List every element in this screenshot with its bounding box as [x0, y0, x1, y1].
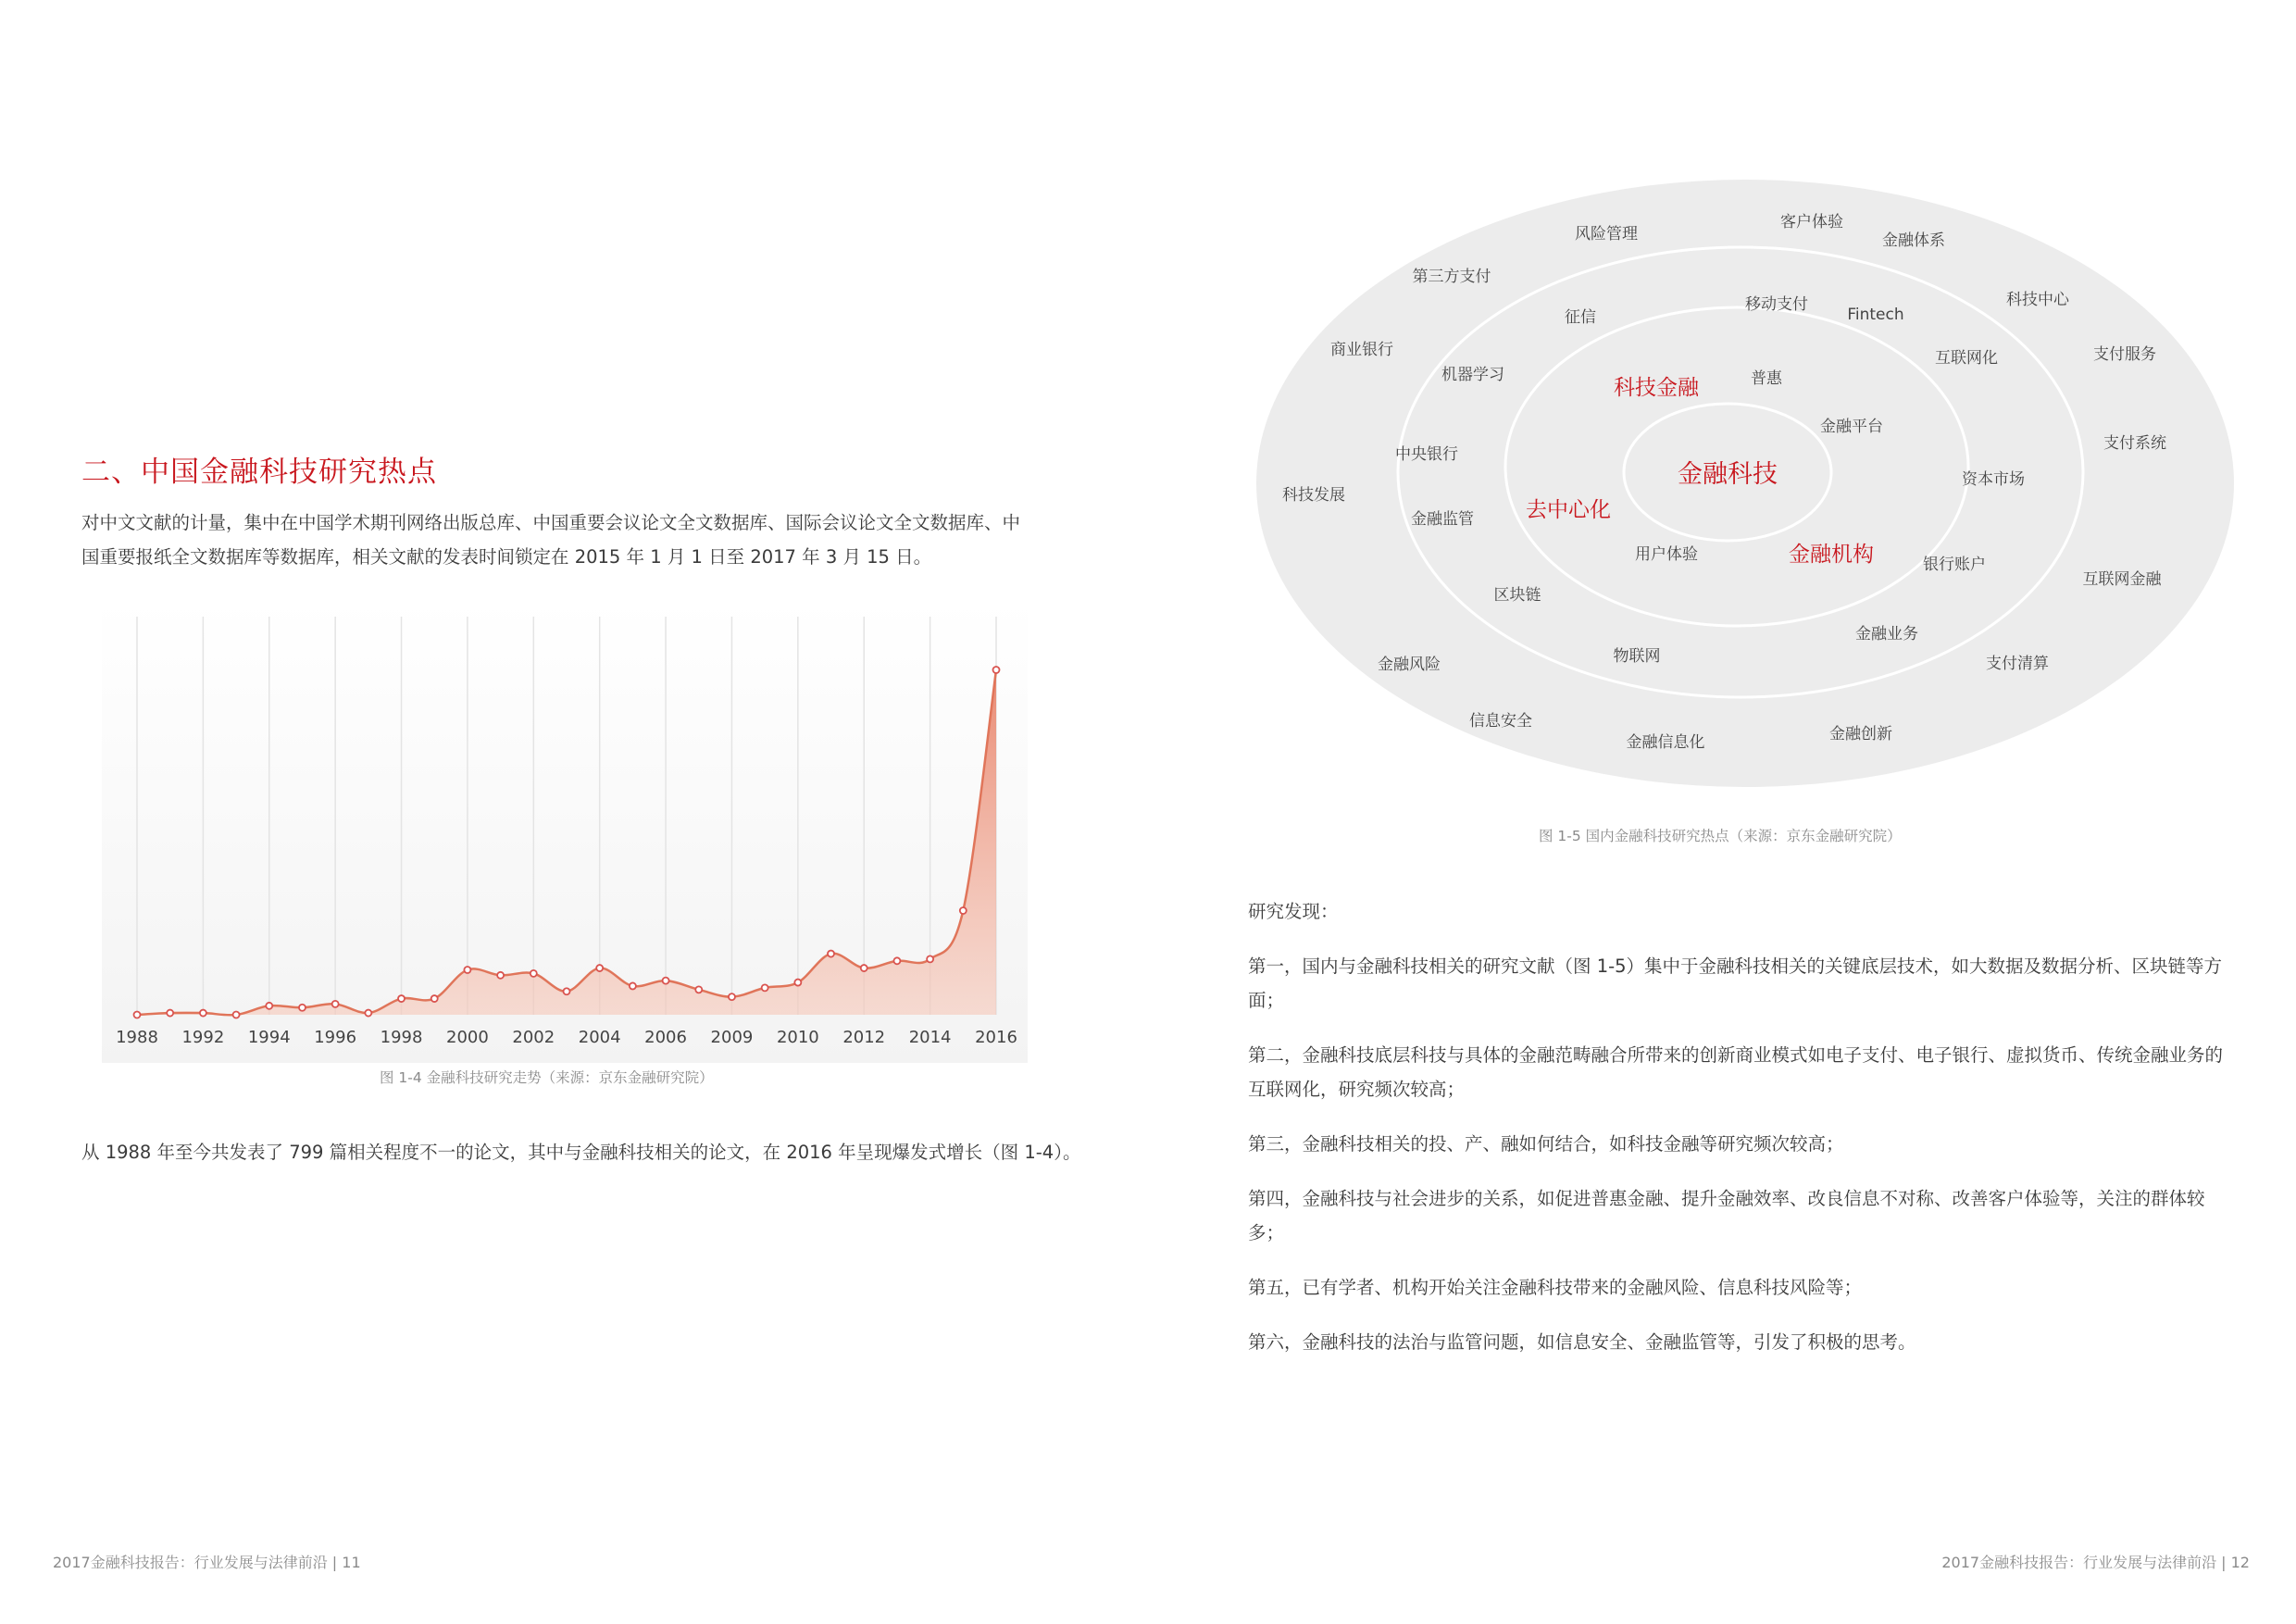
- x-tick-label: 2002: [512, 1028, 555, 1047]
- keyword: 金融创新: [1829, 725, 1892, 743]
- data-point: [630, 982, 636, 989]
- data-point: [299, 1005, 306, 1011]
- data-point: [464, 967, 470, 973]
- x-tick-label: 2010: [776, 1028, 819, 1047]
- keyword: 区块链: [1493, 586, 1541, 605]
- keyword: 银行账户: [1923, 556, 1986, 574]
- keyword: 商业银行: [1330, 341, 1393, 359]
- data-point: [431, 995, 438, 1002]
- trend-chart: [102, 600, 1028, 1063]
- keyword: 支付清算: [1986, 655, 2049, 673]
- findings-section: [1248, 894, 2231, 1380]
- data-point: [398, 995, 405, 1002]
- x-tick-label: 2000: [446, 1028, 489, 1047]
- figure-1-4-caption: 图 1-4 金融科技研究走势（来源：京东金融研究院）: [380, 1069, 714, 1086]
- data-point: [332, 1001, 339, 1007]
- keyword-hot: 科技金融: [1614, 376, 1699, 400]
- keyword: 金融信息化: [1626, 733, 1705, 752]
- data-point: [828, 951, 834, 957]
- data-point: [663, 978, 669, 984]
- data-point: [695, 986, 702, 993]
- intro-paragraph: [81, 506, 1020, 574]
- data-point: [893, 957, 900, 964]
- x-tick-label: 2006: [644, 1028, 687, 1047]
- keyword: 物联网: [1613, 647, 1661, 666]
- keyword: 科技发展: [1282, 486, 1345, 505]
- keyword-hot: 去中心化: [1526, 498, 1611, 522]
- keyword: 信息安全: [1469, 712, 1532, 731]
- keyword: 金融监管: [1411, 510, 1474, 529]
- figure-1-5-caption: 图 1-5 国内金融科技研究热点（来源：京东金融研究院）: [1539, 828, 1902, 844]
- data-point: [596, 965, 603, 971]
- keyword-hot: 金融机构: [1789, 543, 1874, 567]
- data-point: [861, 965, 867, 971]
- center-keyword: 金融科技: [1678, 460, 1778, 489]
- keyword: Fintech: [1847, 306, 1904, 324]
- data-point: [762, 984, 768, 991]
- finding-item: 第五，已有学者、机构开始关注金融科技带来的金融风险、信息科技风险等；: [1248, 1277, 1863, 1298]
- finding-item: 第一，国内与金融科技相关的研究文献（图 1-5）集中于金融科技相关的关键底层技术，如大数据及数据分析、区块链等方面；: [1248, 956, 2223, 1011]
- data-point: [564, 988, 570, 994]
- conclusion-paragraph: 从 1988 年至今共发表了 799 篇相关程度不一的论文，其中与金融科技相关的论文，在 2016 年呈现爆发式增长（图 1-4）。: [81, 1142, 1081, 1163]
- data-point: [530, 970, 537, 977]
- finding-item: 第三，金融科技相关的投、产、融如何结合，如科技金融等研究频次较高；: [1248, 1133, 1844, 1155]
- keyword: 用户体验: [1635, 545, 1698, 564]
- keyword: 金融业务: [1855, 625, 1918, 643]
- x-tick-label: 2012: [842, 1028, 886, 1047]
- keyword: 金融平台: [1820, 418, 1883, 436]
- intro-line-2: 国重要报纸全文数据库等数据库，相关文献的发表时间锁定在 2015 年 1 月 1 日至 2017 年 3 月 15 日。: [81, 546, 932, 568]
- x-tick-label: 1988: [116, 1028, 158, 1047]
- data-point: [729, 993, 735, 1000]
- x-tick-label: 1998: [380, 1028, 423, 1047]
- keyword: 互联网金融: [2082, 570, 2162, 589]
- footer-right: 2017金融科技报告：行业发展与法律前沿 | 12: [1941, 1554, 2250, 1571]
- keyword: 资本市场: [1962, 470, 2025, 489]
- keyword: 客户体验: [1780, 213, 1843, 231]
- data-point: [233, 1012, 240, 1018]
- data-point: [960, 907, 967, 914]
- x-tick-label: 1996: [314, 1028, 357, 1047]
- data-point: [266, 1003, 272, 1009]
- section-title: 二、中国金融科技研究热点: [81, 456, 437, 489]
- finding-item: 第四，金融科技与社会进步的关系，如促进普惠金融、提升金融效率、改良信息不对称、改善客户体验等，关注的群体较多；: [1248, 1188, 2205, 1243]
- keyword: 金融体系: [1882, 231, 1945, 250]
- keyword: 征信: [1565, 308, 1596, 327]
- finding-item: 第六，金融科技的法治与监管问题，如信息安全、金融监管等，引发了积极的思考。: [1248, 1331, 1916, 1353]
- data-point: [365, 1010, 371, 1017]
- data-point: [993, 667, 1000, 673]
- keyword: 支付服务: [2093, 345, 2156, 364]
- keyword: 中央银行: [1395, 445, 1458, 464]
- x-tick-label: 1994: [247, 1028, 291, 1047]
- x-tick-label: 2009: [710, 1028, 754, 1047]
- x-tick-label: 2004: [578, 1028, 621, 1047]
- data-point: [134, 1012, 141, 1018]
- findings-heading: 研究发现：: [1248, 901, 1339, 922]
- keyword: 机器学习: [1441, 366, 1504, 384]
- hotspot-diagram: [1241, 174, 2250, 794]
- keyword: 普惠: [1751, 369, 1782, 388]
- data-point: [794, 980, 801, 986]
- data-point: [927, 956, 933, 962]
- x-tick-label: 1992: [181, 1028, 225, 1047]
- finding-item: 第二，金融科技底层科技与具体的金融范畴融合所带来的创新商业模式如电子支付、电子银行、虚拟货币、传统金融业务的互联网化，研究频次较高；: [1248, 1044, 2224, 1100]
- data-point: [200, 1010, 206, 1017]
- footer-left: 2017金融科技报告：行业发展与法律前沿 | 11: [53, 1554, 361, 1571]
- keyword: 互联网化: [1935, 349, 1998, 368]
- x-tick-label: 2016: [975, 1028, 1017, 1047]
- keyword: 移动支付: [1745, 295, 1808, 314]
- keyword: 金融风险: [1378, 656, 1441, 674]
- keyword: 风险管理: [1575, 225, 1638, 244]
- x-tick-label: 2014: [908, 1028, 952, 1047]
- keyword: 科技中心: [2006, 291, 2069, 309]
- data-point: [497, 972, 504, 979]
- keyword: 第三方支付: [1412, 268, 1491, 286]
- keyword: 支付系统: [2103, 434, 2166, 453]
- intro-line-1: 对中文文献的计量，集中在中国学术期刊网络出版总库、中国重要会议论文全文数据库、国际会议论文全文数据库、中: [81, 512, 1021, 533]
- data-point: [167, 1010, 173, 1017]
